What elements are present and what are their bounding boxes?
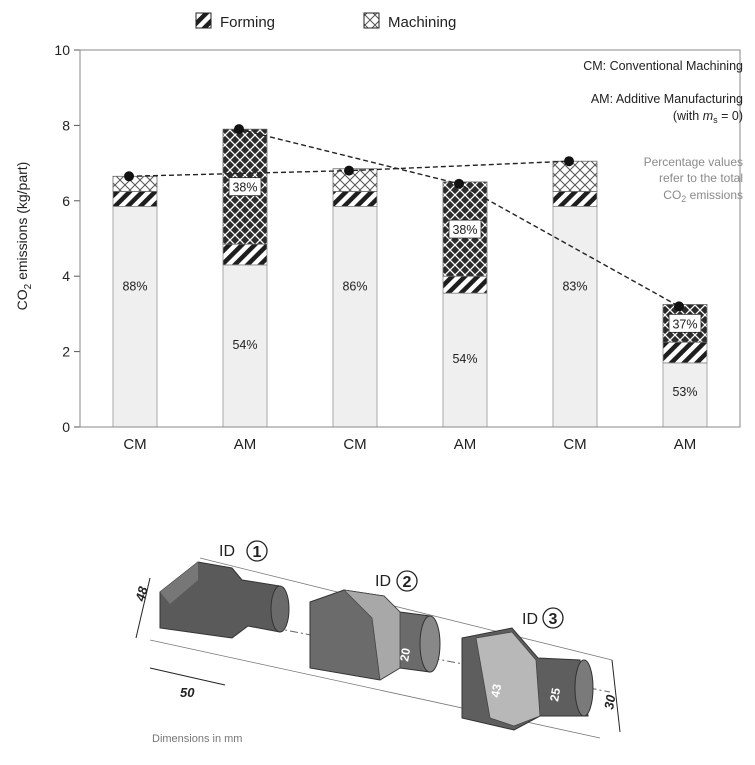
y-tick-label: 2 (62, 343, 70, 360)
x-category-label: CM (563, 436, 587, 453)
bar-base-percent: 54% (452, 351, 478, 366)
bar-base-percent: 54% (232, 338, 258, 353)
bar-machining-percent: 38% (452, 223, 478, 238)
annotation-pct-line1: Percentage values (643, 155, 743, 169)
bar-machining-percent: 37% (672, 317, 698, 332)
annotations (583, 59, 743, 204)
bar-material (333, 206, 377, 427)
bar-machining-percent: 38% (232, 180, 258, 195)
x-category-label: AM (673, 436, 697, 453)
bar-forming (443, 276, 487, 293)
grid (54, 42, 80, 435)
part-1-label (219, 541, 267, 561)
bar-base-percent: 86% (342, 279, 368, 294)
y-tick-label: 0 (62, 419, 70, 435)
trend-lines (124, 124, 684, 311)
x-category-label: CM (123, 436, 147, 453)
legend (196, 13, 456, 31)
y-tick-label: 4 (62, 268, 70, 285)
bar-base-percent: 83% (562, 279, 588, 294)
part-3-number: 3 (548, 611, 558, 628)
dim-50: 50 (180, 685, 195, 700)
legend-forming-label: Forming (220, 14, 276, 31)
legend-forming-swatch (196, 13, 211, 28)
y-tick-label: 8 (62, 117, 70, 134)
part-2 (310, 590, 440, 680)
bar-forming (663, 342, 707, 363)
bar-machining (553, 161, 597, 191)
total-marker (674, 301, 684, 311)
annotation-am: AM: Additive Manufacturing (590, 92, 743, 106)
y-tick-label: 6 (62, 192, 70, 209)
bar-material (553, 206, 597, 427)
y-axis-title: $CO_2$ emissions (kg/part) (14, 161, 34, 311)
legend-machining-label: Machining (388, 14, 457, 31)
dimensions-caption: Dimensions in mm (152, 733, 243, 745)
part-3-id: ID (522, 611, 538, 628)
y-tick-label: 10 (54, 42, 70, 58)
part-3-label (522, 608, 563, 628)
bar-base-percent: 88% (122, 279, 148, 294)
total-marker (234, 124, 244, 134)
bar-labels (122, 178, 701, 453)
part-2-id: ID (375, 573, 391, 590)
bar-machining (113, 176, 157, 191)
dim-30: 30 (601, 693, 619, 711)
dim-25: 25 (547, 686, 564, 703)
part-1-id: ID (219, 543, 235, 560)
total-marker (124, 171, 134, 181)
bar-machining (333, 169, 377, 192)
x-category-label: AM (453, 436, 477, 453)
bar-base-percent: 53% (672, 385, 698, 400)
plot-frame (80, 50, 740, 427)
annotation-pct-line2: refer to the total (658, 171, 743, 185)
total-marker (564, 156, 574, 166)
legend-machining-swatch (364, 13, 379, 28)
total-marker (454, 179, 464, 189)
parts-illustration (0, 520, 755, 765)
dim-43: 43 (488, 682, 505, 699)
dim-48: 48 (132, 584, 151, 603)
part-2-label (375, 571, 417, 591)
part-1 (160, 562, 289, 638)
bar-forming (113, 191, 157, 206)
dimensions-part-3 (601, 660, 620, 732)
total-marker (344, 166, 354, 176)
dim-20: 20 (397, 646, 414, 663)
part-2-number: 2 (402, 574, 412, 591)
part-3 (462, 628, 593, 730)
annotation-pct-line3: $CO_2$ emissions (663, 188, 743, 204)
part-1-number: 1 (252, 544, 262, 561)
bar-forming (223, 244, 267, 265)
x-category-label: CM (343, 436, 367, 453)
bar-forming (333, 191, 377, 206)
bar-forming (553, 191, 597, 206)
annotation-am-note: (with $m_s = 0$) (672, 109, 743, 125)
x-category-label: AM (233, 436, 257, 453)
annotation-cm: CM: Conventional Machining (583, 59, 743, 73)
bar-material (113, 206, 157, 427)
